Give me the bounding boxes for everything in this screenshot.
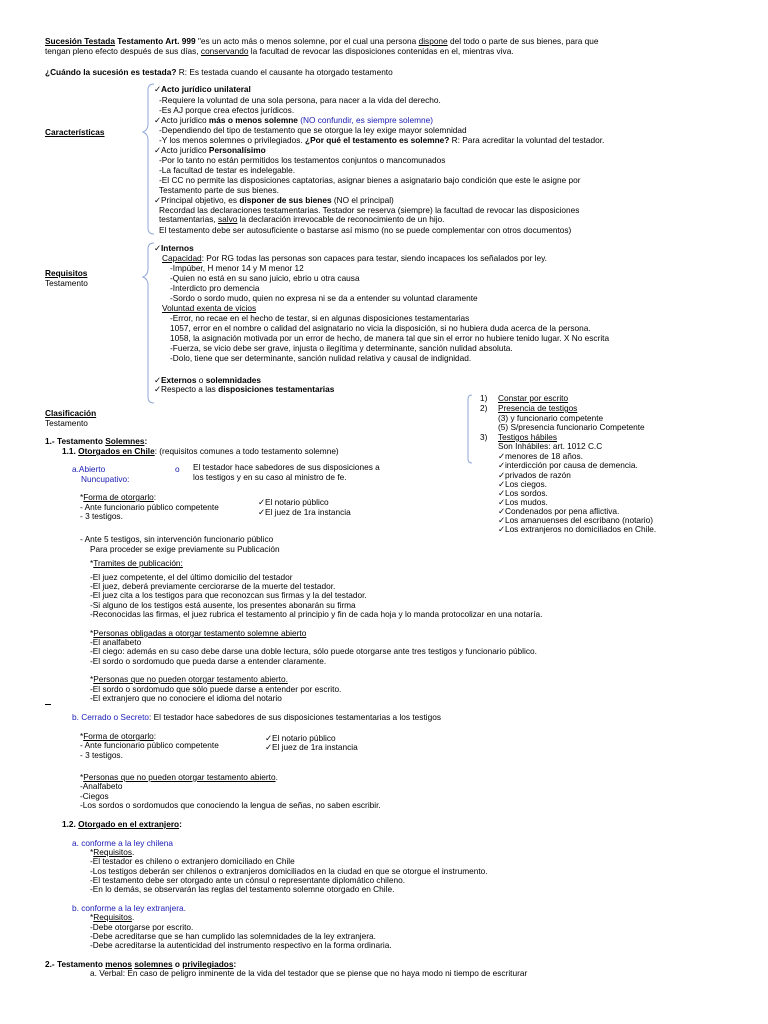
right-item-text: Constar por escrito: [498, 393, 569, 403]
check-icon: ✓: [154, 145, 161, 155]
req-u: Requisitos: [93, 912, 132, 922]
tramites-u: Tramites de publicación:: [93, 558, 183, 568]
inhabiles-line: Son Inhábiles: art. 1012 C.C: [498, 441, 603, 451]
heading-pre: 1.2.: [62, 819, 79, 829]
heading-u2: solemnes: [134, 959, 173, 969]
chilena-line-2: -El testamento debe ser otorgado ante un cónsul o representante diplomático chileno.: [90, 875, 406, 885]
ante5-line-2: Para proceder se exige previamente su Publicación: [90, 544, 280, 554]
inhabil-text: Condenados por pena aflictiva.: [504, 506, 620, 516]
tramite-0: -El juez competente, el del último domicilio del testador: [90, 572, 293, 582]
right-sub-1: (5) S/presencia funcionario Competente: [498, 422, 645, 432]
car-item-10: Testamento parte de sus bienes.: [159, 185, 279, 195]
right-item-3: [480, 432, 558, 442]
chilena-line-0: -El testador es chileno o extranjero domiciliado en Chile: [90, 856, 295, 866]
sub-post: : (requisitos comunes a todo testamento solemne): [154, 446, 339, 456]
answer: R: Es testada cuando el causante ha otorgado testamento: [176, 67, 393, 77]
capacidad-line: [162, 253, 547, 263]
car-item-0: [154, 84, 251, 94]
vicio-2: 1058, la asignación motivada por un error de hecho, de manera tal que sin el error no hubiere tenido lugar. X No escrita: [170, 333, 610, 343]
forma2-label: *Forma de otorgarlo:: [80, 731, 157, 741]
car-item-post: R: Para acreditar la voluntad del testador.: [449, 135, 605, 145]
respecto-pre: Respecto a las: [160, 384, 219, 394]
car-item-6: [154, 145, 266, 155]
car-item-5: [159, 135, 604, 145]
recordad-salvo: salvo: [218, 214, 238, 224]
check-icon: ✓: [154, 384, 161, 394]
heading-u1: menos: [105, 959, 132, 969]
forma-u: Forma de otorgarlo: [83, 492, 154, 502]
obligada-2: -El sordo o sordomudo que pueda darse a entender claramente.: [90, 656, 327, 666]
requisitos-label: Requisitos: [45, 268, 88, 278]
externos-label-2: solemnidades: [205, 375, 262, 385]
req-u: Requisitos: [93, 847, 132, 857]
forma-line-1: - 3 testigos.: [80, 511, 123, 521]
recordad-text: Recordad las declaraciones testamentarias. Testador se reserva (siempre) la facultad de revocar las disposiciones: [159, 205, 580, 215]
question: ¿Cuándo la sucesión es testada?: [45, 67, 177, 77]
car-item-9: -El CC no permite las disposiciones captatorias, asignar bienes a asignatario bajo condición que este le asigne por: [159, 175, 581, 185]
caracteristicas-label: Características: [45, 127, 105, 137]
check-icon: ✓: [154, 115, 161, 125]
cerrado-label: b. Cerrado o Secreto: [72, 712, 150, 722]
check-icon: ✓: [498, 515, 505, 525]
right-item-text: Testigos hábiles: [498, 432, 558, 442]
sub-u: Otorgados en Chile: [78, 446, 155, 456]
heading-post: :: [179, 819, 182, 829]
right-item-1: [480, 393, 569, 403]
externos-o: o: [196, 375, 206, 385]
car-item-bold: ¿Por qué el testamento es solemne?: [305, 135, 450, 145]
heading-pre: 2.- Testamento: [45, 959, 106, 969]
car-item-pre: Acto jurídico: [160, 115, 209, 125]
abierto-desc-1: El testador hace sabedores de sus disposiciones a: [193, 462, 380, 472]
extranjero-heading: [62, 819, 182, 829]
nopueden2-u: Personas que no pueden otorgar testamento abierto: [83, 772, 276, 782]
intro-dispone: dispone: [418, 36, 448, 46]
ley-extranjera-req: *Requisitos.: [90, 912, 135, 922]
question-line: [45, 67, 393, 77]
car-item-8: -La facultad de testar es indelegable.: [159, 165, 296, 175]
otorgados-chile: [62, 446, 339, 456]
tramites-label: *Tramites de publicación:: [90, 558, 183, 568]
intro-line2-a: tengan pleno efecto después de sus días,: [45, 46, 201, 56]
forma-check-text: El notario público: [264, 497, 329, 507]
inhabil-text: privados de razón: [504, 470, 571, 480]
obligada-1: -El ciego: además en su caso debe darse una doble lectura, sólo puede otorgarse ante tres testigos y funcionario público.: [90, 646, 537, 656]
nopuede-0: -El sordo o sordomudo que sólo puede darse a entender por escrito.: [90, 684, 342, 694]
vicio-1: 1057, error en el nombre o calidad del asignatario no vicia la disposición, si no hubiera duda acerca de la persona.: [170, 323, 591, 333]
inhabil-text: menores de 18 años.: [504, 451, 583, 461]
intro-line-2: [45, 46, 514, 56]
right-item-text: Presencia de testigos: [498, 403, 578, 413]
heading-pre: 1.- Testamento: [45, 436, 106, 446]
heading-post: :: [144, 436, 148, 446]
check-icon: ✓: [265, 733, 272, 743]
nopuede-1: -El extranjero que no conociere el idioma del notario: [90, 693, 282, 703]
forma2-line-1: - 3 testigos.: [80, 750, 123, 760]
forma-label: *Forma de otorgarlo:: [80, 492, 157, 502]
forma2-check-text: El juez de 1ra instancia: [271, 742, 358, 752]
autosuficiente-line: El testamento debe ser autosuficiente o bastarse así mismo (no se puede complementar con otros documentos): [159, 225, 572, 235]
incapaz-1: -Quien no está en su sano juicio, ebrio u otra causa: [170, 273, 360, 283]
doc-title: Sucesión Testada: [45, 36, 115, 46]
clasificacion-label: Clasificación: [45, 408, 97, 418]
nopueden-label: *Personas que no pueden otorgar testamento abierto.: [90, 674, 288, 684]
recordad-text-2: testamentarias,: [159, 214, 219, 224]
check-icon: ✓: [154, 195, 161, 205]
car-item-pre: Principal objetivo, es: [160, 195, 240, 205]
abierto-desc-2: los testigos y en su caso al ministro de fe.: [193, 472, 347, 482]
chilena-line-3: -En lo demás, se observarán las reglas del testamento solemne otorgado en Chile.: [90, 884, 395, 894]
inhabil-text: Los mudos.: [504, 497, 548, 507]
vicio-3: -Fuerza, se vicio debe ser grave, injusta o ilegítima y determinante, sanción nulidad absoluta.: [170, 343, 513, 353]
nopuede2-1: -Ciegos: [80, 791, 109, 801]
voluntad-label: Voluntad exenta de vicios: [162, 303, 257, 313]
right-item-2: [480, 403, 578, 413]
extranjera-line-2: -Debe acreditarse la autenticidad del instrumento respectivo en la forma ordinaria.: [90, 940, 392, 950]
intro-line-1: [45, 36, 599, 46]
car-item-bold: disponer de sus bienes: [239, 195, 332, 205]
clasificacion-label-2: Testamento: [45, 418, 88, 428]
heading-u: Solemnes: [105, 436, 145, 446]
tramite-4: -Reconocidas las firmas, el juez rubrica el testamento al principio y fin de cada hoja y lo manda protocolizar en una notaría.: [90, 609, 543, 619]
check-icon: ✓: [258, 507, 265, 517]
forma2-check-1: [265, 742, 358, 752]
car-item-post: (NO el principal): [331, 195, 394, 205]
inhabil-text: interdicción por causa de demencia.: [504, 460, 638, 470]
car-item-bold: más o menos solemne: [208, 115, 298, 125]
chilena-line-1: -Los testigos deberán ser chilenos o extranjeros domiciliados en la ciudad en que se otorgue el instrumento.: [90, 866, 488, 876]
incapaz-2: -Interdicto pro demencia: [170, 283, 260, 293]
check-icon: ✓: [498, 451, 505, 461]
requisitos-label-2: Testamento: [45, 278, 88, 288]
car-item-1: -Requiere la voluntad de una sola persona, para nacer a la vida del derecho.: [159, 95, 441, 105]
capacidad-label: Capacidad: [162, 253, 202, 263]
forma-line-0: - Ante funcionario público competente: [80, 502, 219, 512]
check-icon: ✓: [154, 243, 161, 253]
num: 1): [480, 393, 488, 403]
car-item-3: [154, 115, 433, 125]
check-icon: ✓: [498, 506, 505, 516]
ley-extranjera-title: b. conforme a la ley extranjera.: [72, 903, 186, 913]
obligada-0: -El analfabeto: [90, 637, 142, 647]
car-item-11: [154, 195, 394, 205]
inhabil-text: Los extranjeros no domiciliados en Chile.: [504, 524, 657, 534]
nopueden-u: Personas que no pueden otorgar testamento abierto.: [93, 674, 288, 684]
verbal-line: a. Verbal: En caso de peligro inminente de la vida del testador que se piense que no haya modo ni tiempo de escriturar: [90, 968, 528, 978]
check-icon: ✓: [258, 497, 265, 507]
externos-label: Externos: [160, 375, 197, 385]
respecto: [154, 384, 334, 394]
extranjera-line-0: -Debe otorgarse por escrito.: [90, 922, 194, 932]
check-icon: ✓: [154, 375, 161, 385]
car-item-bold: Personalísimo: [208, 145, 266, 155]
forma2-line-0: - Ante funcionario público competente: [80, 740, 219, 750]
cerrado-line: [72, 712, 441, 722]
recordad-line-2: [159, 214, 445, 224]
heading-post: :: [233, 959, 237, 969]
bracket-caracteristicas: [146, 84, 156, 234]
car-item-label: Acto jurídico unilateral: [160, 84, 251, 94]
check-icon: ✓: [265, 742, 272, 752]
num: 3): [480, 432, 488, 442]
respecto-bold: disposiciones testamentarias: [218, 384, 335, 394]
obligadas-u: Personas obligadas a otorgar testamento solemne abierto: [93, 628, 307, 638]
right-sub-0: (3) y funcionario competente: [498, 413, 604, 423]
sub-pre: 1.1.: [62, 446, 79, 456]
car-item-7: -Por lo tanto no están permitidos los testamentos conjuntos o mancomunados: [159, 155, 446, 165]
car-item-note: (NO confundir, es siempre solemne): [297, 115, 434, 125]
heading-mid2: o: [172, 959, 183, 969]
forma-check-text: El juez de 1ra instancia: [264, 507, 351, 517]
intro-text: "es un acto más o menos solemne, por el cual una persona: [195, 36, 419, 46]
heading-u3: privilegiados: [182, 959, 234, 969]
check-icon: ✓: [498, 497, 505, 507]
num: 2): [480, 403, 488, 413]
inhabil-text: Los amanuenses del escribano (notario): [504, 515, 654, 525]
tramite-3: -Si alguno de los testigos está ausente, los presentes abonarán su firma: [90, 600, 356, 610]
recordad-text-3: la declaración irrevocable de reconocimiento de un hijo.: [237, 214, 445, 224]
nopueden2-post: .: [275, 772, 278, 782]
ley-chilena-title: a. conforme a la ley chilena: [72, 838, 174, 848]
internos: [154, 243, 194, 253]
inhabil-8: [498, 524, 656, 534]
intro-text-2: del todo o parte de sus bienes, para que: [447, 36, 599, 46]
extranjera-line-1: -Debe acreditarse que se han cumplido las solemnidades de la ley extranjera.: [90, 931, 376, 941]
inhabil-text: Los ciegos.: [504, 479, 547, 489]
forma2-u: Forma de otorgarlo: [83, 731, 154, 741]
article-ref: Testamento Art. 999: [117, 36, 196, 46]
tramite-2: -El juez cita a los testigos para que reconozcan sus firmas y la del testador.: [90, 590, 367, 600]
vicio-0: -Error, no recae en el hecho de testar, si en algunas disposiciones testamentarias: [170, 313, 470, 323]
tramite-1: -El juez, deberá previamente cerciorarse de la muerte del testador.: [90, 581, 336, 591]
incapaz-3: -Sordo o sordo mudo, quien no expresa ni se da a entender su voluntad claramente: [170, 293, 478, 303]
obligadas-label: *Personas obligadas a otorgar testamento solemne abierto: [90, 628, 307, 638]
inhabil-text: Los sordos.: [504, 488, 548, 498]
req-post: .: [131, 912, 135, 922]
forma-check-0: [258, 497, 329, 507]
internos-label: Internos: [160, 243, 194, 253]
check-icon: ✓: [498, 488, 505, 498]
forma2-check-text: El notario público: [271, 733, 336, 743]
cerrado-desc: : El testador hace sabedores de sus disposiciones testamentarias a los testigos: [149, 712, 441, 722]
nopuede2-2: -Los sordos o sordomudos que conociendo la lengua de señas, no saben escribir.: [80, 800, 381, 810]
ante5-line-1: - Ante 5 testigos, sin intervención funcionario público: [80, 534, 274, 544]
abierto-label: a.Abierto: [72, 464, 106, 474]
car-item-4: -Dependiendo del tipo de testamento que se otorgue la ley exige mayor solemnidad: [159, 125, 467, 135]
ley-chilena-req: *Requisitos.: [90, 847, 135, 857]
nopuede2-0: -Analfabeto: [80, 781, 123, 791]
vicio-4: -Dolo, tiene que ser determinante, sanción nulidad relativa y causal de indignidad.: [170, 353, 472, 363]
check-icon: ✓: [498, 470, 505, 480]
underline-mark: [45, 704, 51, 705]
intro-conservando: conservando: [200, 46, 249, 56]
check-icon: ✓: [498, 479, 505, 489]
car-item-pre: -Y los menos solemnes o privilegiados.: [159, 135, 306, 145]
bracket-right: [466, 395, 474, 463]
intro-line2-b: la facultad de revocar las disposiciones contenidas en el, mientras viva.: [248, 46, 514, 56]
inhabil-1: [498, 460, 638, 470]
car-item-pre: Acto jurídico: [160, 145, 209, 155]
nopueden2-label: *Personas que no pueden otorgar testamento abierto.: [80, 772, 278, 782]
heading-u: Otorgado en el extranjero: [78, 819, 180, 829]
check-icon: ✓: [498, 524, 505, 534]
forma-check-1: [258, 507, 351, 517]
car-item-2: -Es AJ porque crea efectos jurídicos.: [159, 105, 295, 115]
abierto-label-2: Nuncupativo:: [81, 474, 130, 484]
capacidad-text: : Por RG todas las personas son capaces para testar, siendo incapaces los señalados por ley.: [201, 253, 547, 263]
check-icon: ✓: [498, 460, 505, 470]
solemnes-heading: [45, 436, 147, 446]
req-post: .: [131, 847, 135, 857]
incapaz-0: -Impúber, H menor 14 y M menor 12: [170, 263, 304, 273]
check-icon: ✓: [154, 84, 161, 94]
abierto-o: o: [175, 464, 180, 474]
